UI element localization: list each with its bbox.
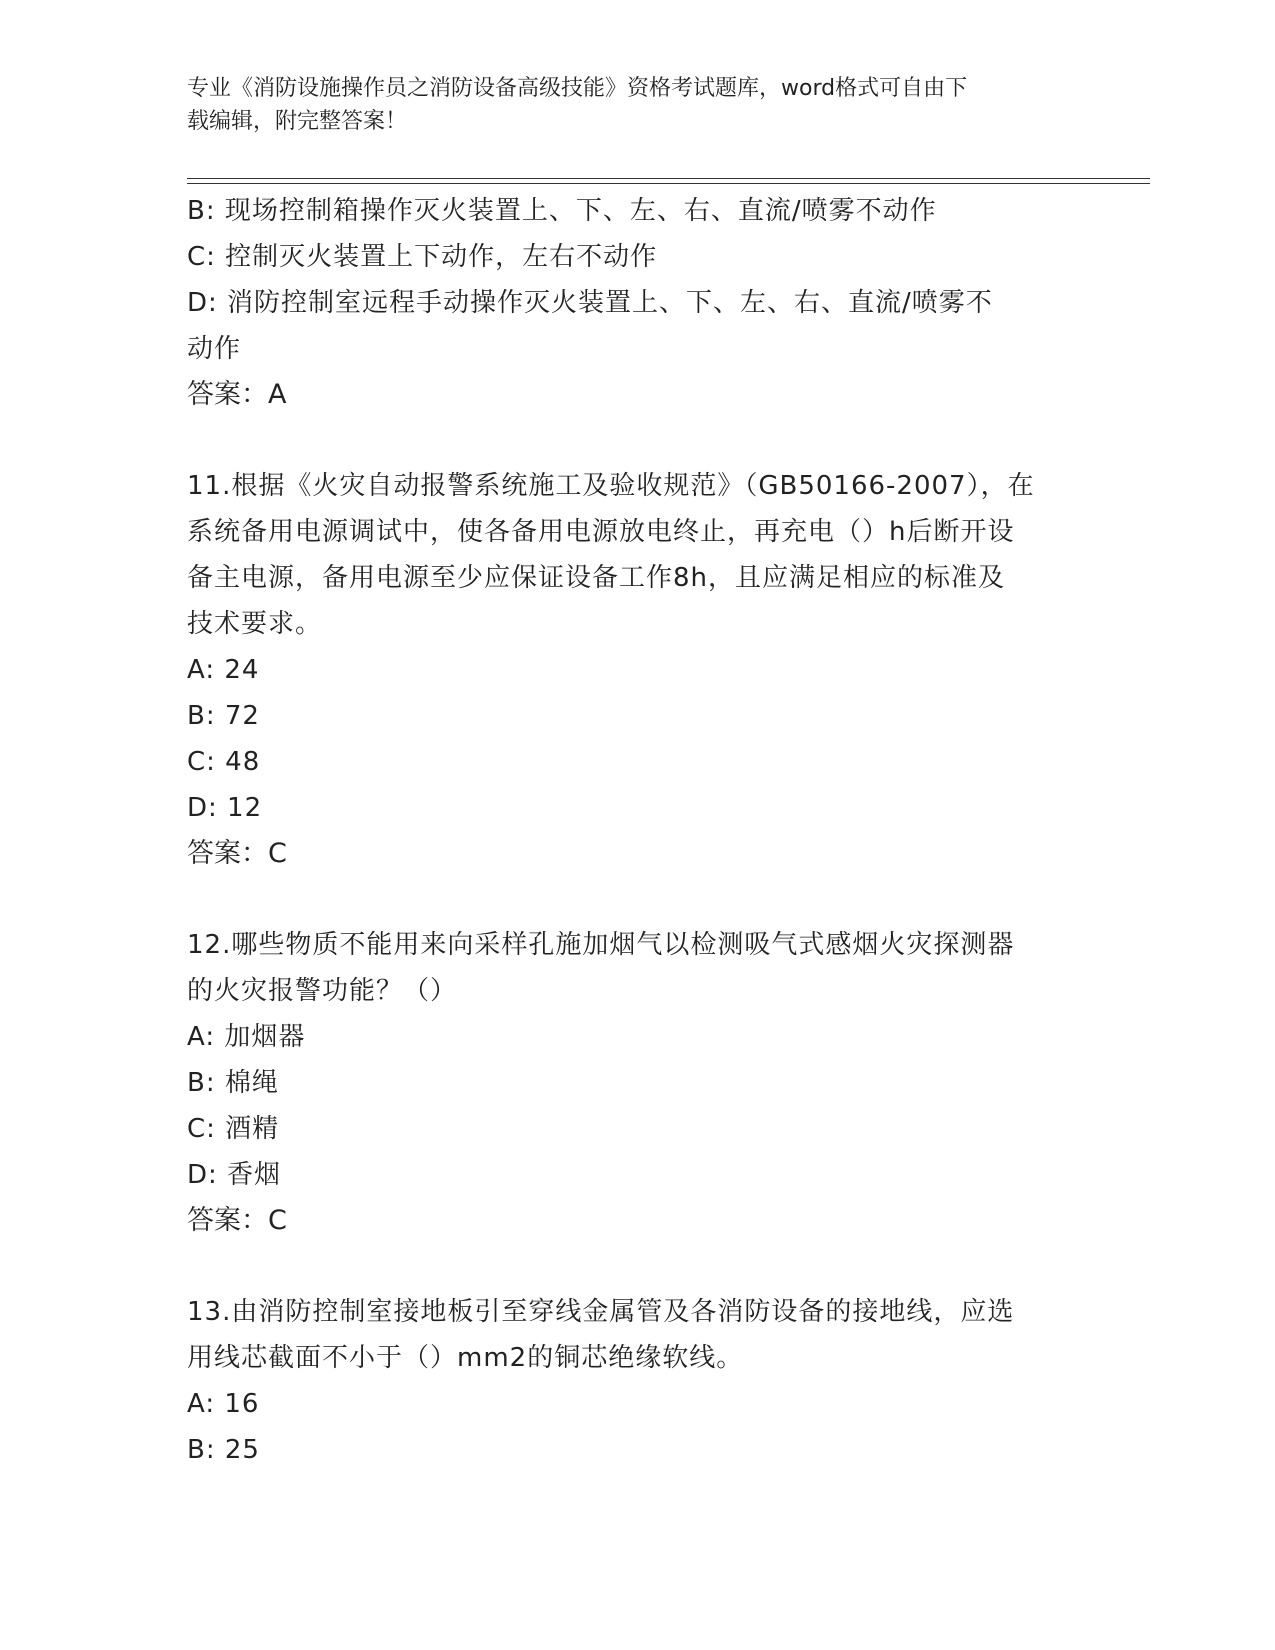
question-11-answer: 答案：C bbox=[187, 838, 287, 869]
question-11-line-1: 11.根据《火灾自动报警系统施工及验收规范》（GB50166-2007），在 bbox=[187, 471, 1035, 501]
spacer bbox=[187, 418, 1087, 463]
answer: 答案：A bbox=[187, 379, 287, 410]
question-11-line-4: 技术要求。 bbox=[187, 609, 323, 639]
question-13-line-1: 13.由消防控制室接地板引至穿线金属管及各消防设备的接地线，应选 bbox=[187, 1297, 1015, 1327]
question-11-option-c: C: 48 bbox=[187, 747, 261, 777]
question-12-answer: 答案：C bbox=[187, 1205, 287, 1236]
question-12-option-c: C: 酒精 bbox=[187, 1114, 280, 1144]
header-line-1: 专业《消防设施操作员之消防设备高级技能》资格考试题库，word格式可自由下 bbox=[187, 76, 968, 101]
question-13-option-b: B: 25 bbox=[187, 1435, 260, 1465]
question-11-option-a: A: 24 bbox=[187, 655, 260, 685]
header-divider-bottom bbox=[187, 183, 1150, 184]
question-12-option-d: D: 香烟 bbox=[187, 1160, 282, 1190]
option-c: C: 控制灭火装置上下动作，左右不动作 bbox=[187, 242, 658, 272]
option-d-continued: 动作 bbox=[187, 334, 242, 364]
question-12-line-2: 的火灾报警功能？（） bbox=[187, 976, 458, 1006]
header-divider-top bbox=[187, 178, 1150, 179]
option-b: B: 现场控制箱操作灭火装置上、下、左、右、直流/喷雾不动作 bbox=[187, 196, 937, 226]
question-12-line-1: 12.哪些物质不能用来向采样孔施加烟气以检测吸气式感烟火灾探测器 bbox=[187, 930, 1015, 960]
document-header bbox=[187, 72, 1067, 138]
spacer bbox=[187, 877, 1087, 922]
question-13-option-a: A: 16 bbox=[187, 1389, 260, 1419]
question-11-option-d: D: 12 bbox=[187, 793, 263, 823]
question-13-line-2: 用线芯截面不小于（）mm2的铜芯绝缘软线。 bbox=[187, 1343, 744, 1373]
header-line-2: 载编辑，附完整答案！ bbox=[187, 109, 408, 134]
question-11-line-3: 备主电源，备用电源至少应保证设备工作8h，且应满足相应的标准及 bbox=[187, 563, 1006, 593]
question-11-line-2: 系统备用电源调试中，使各备用电源放电终止，再充电（）h后断开设 bbox=[187, 517, 1015, 547]
question-12-option-b: B: 棉绳 bbox=[187, 1068, 279, 1098]
question-content bbox=[187, 188, 1087, 1473]
question-11-option-b: B: 72 bbox=[187, 701, 260, 731]
option-d: D: 消防控制室远程手动操作灭火装置上、下、左、右、直流/喷雾不 bbox=[187, 288, 993, 318]
question-12-option-a: A: 加烟器 bbox=[187, 1022, 306, 1052]
spacer bbox=[187, 1244, 1087, 1289]
